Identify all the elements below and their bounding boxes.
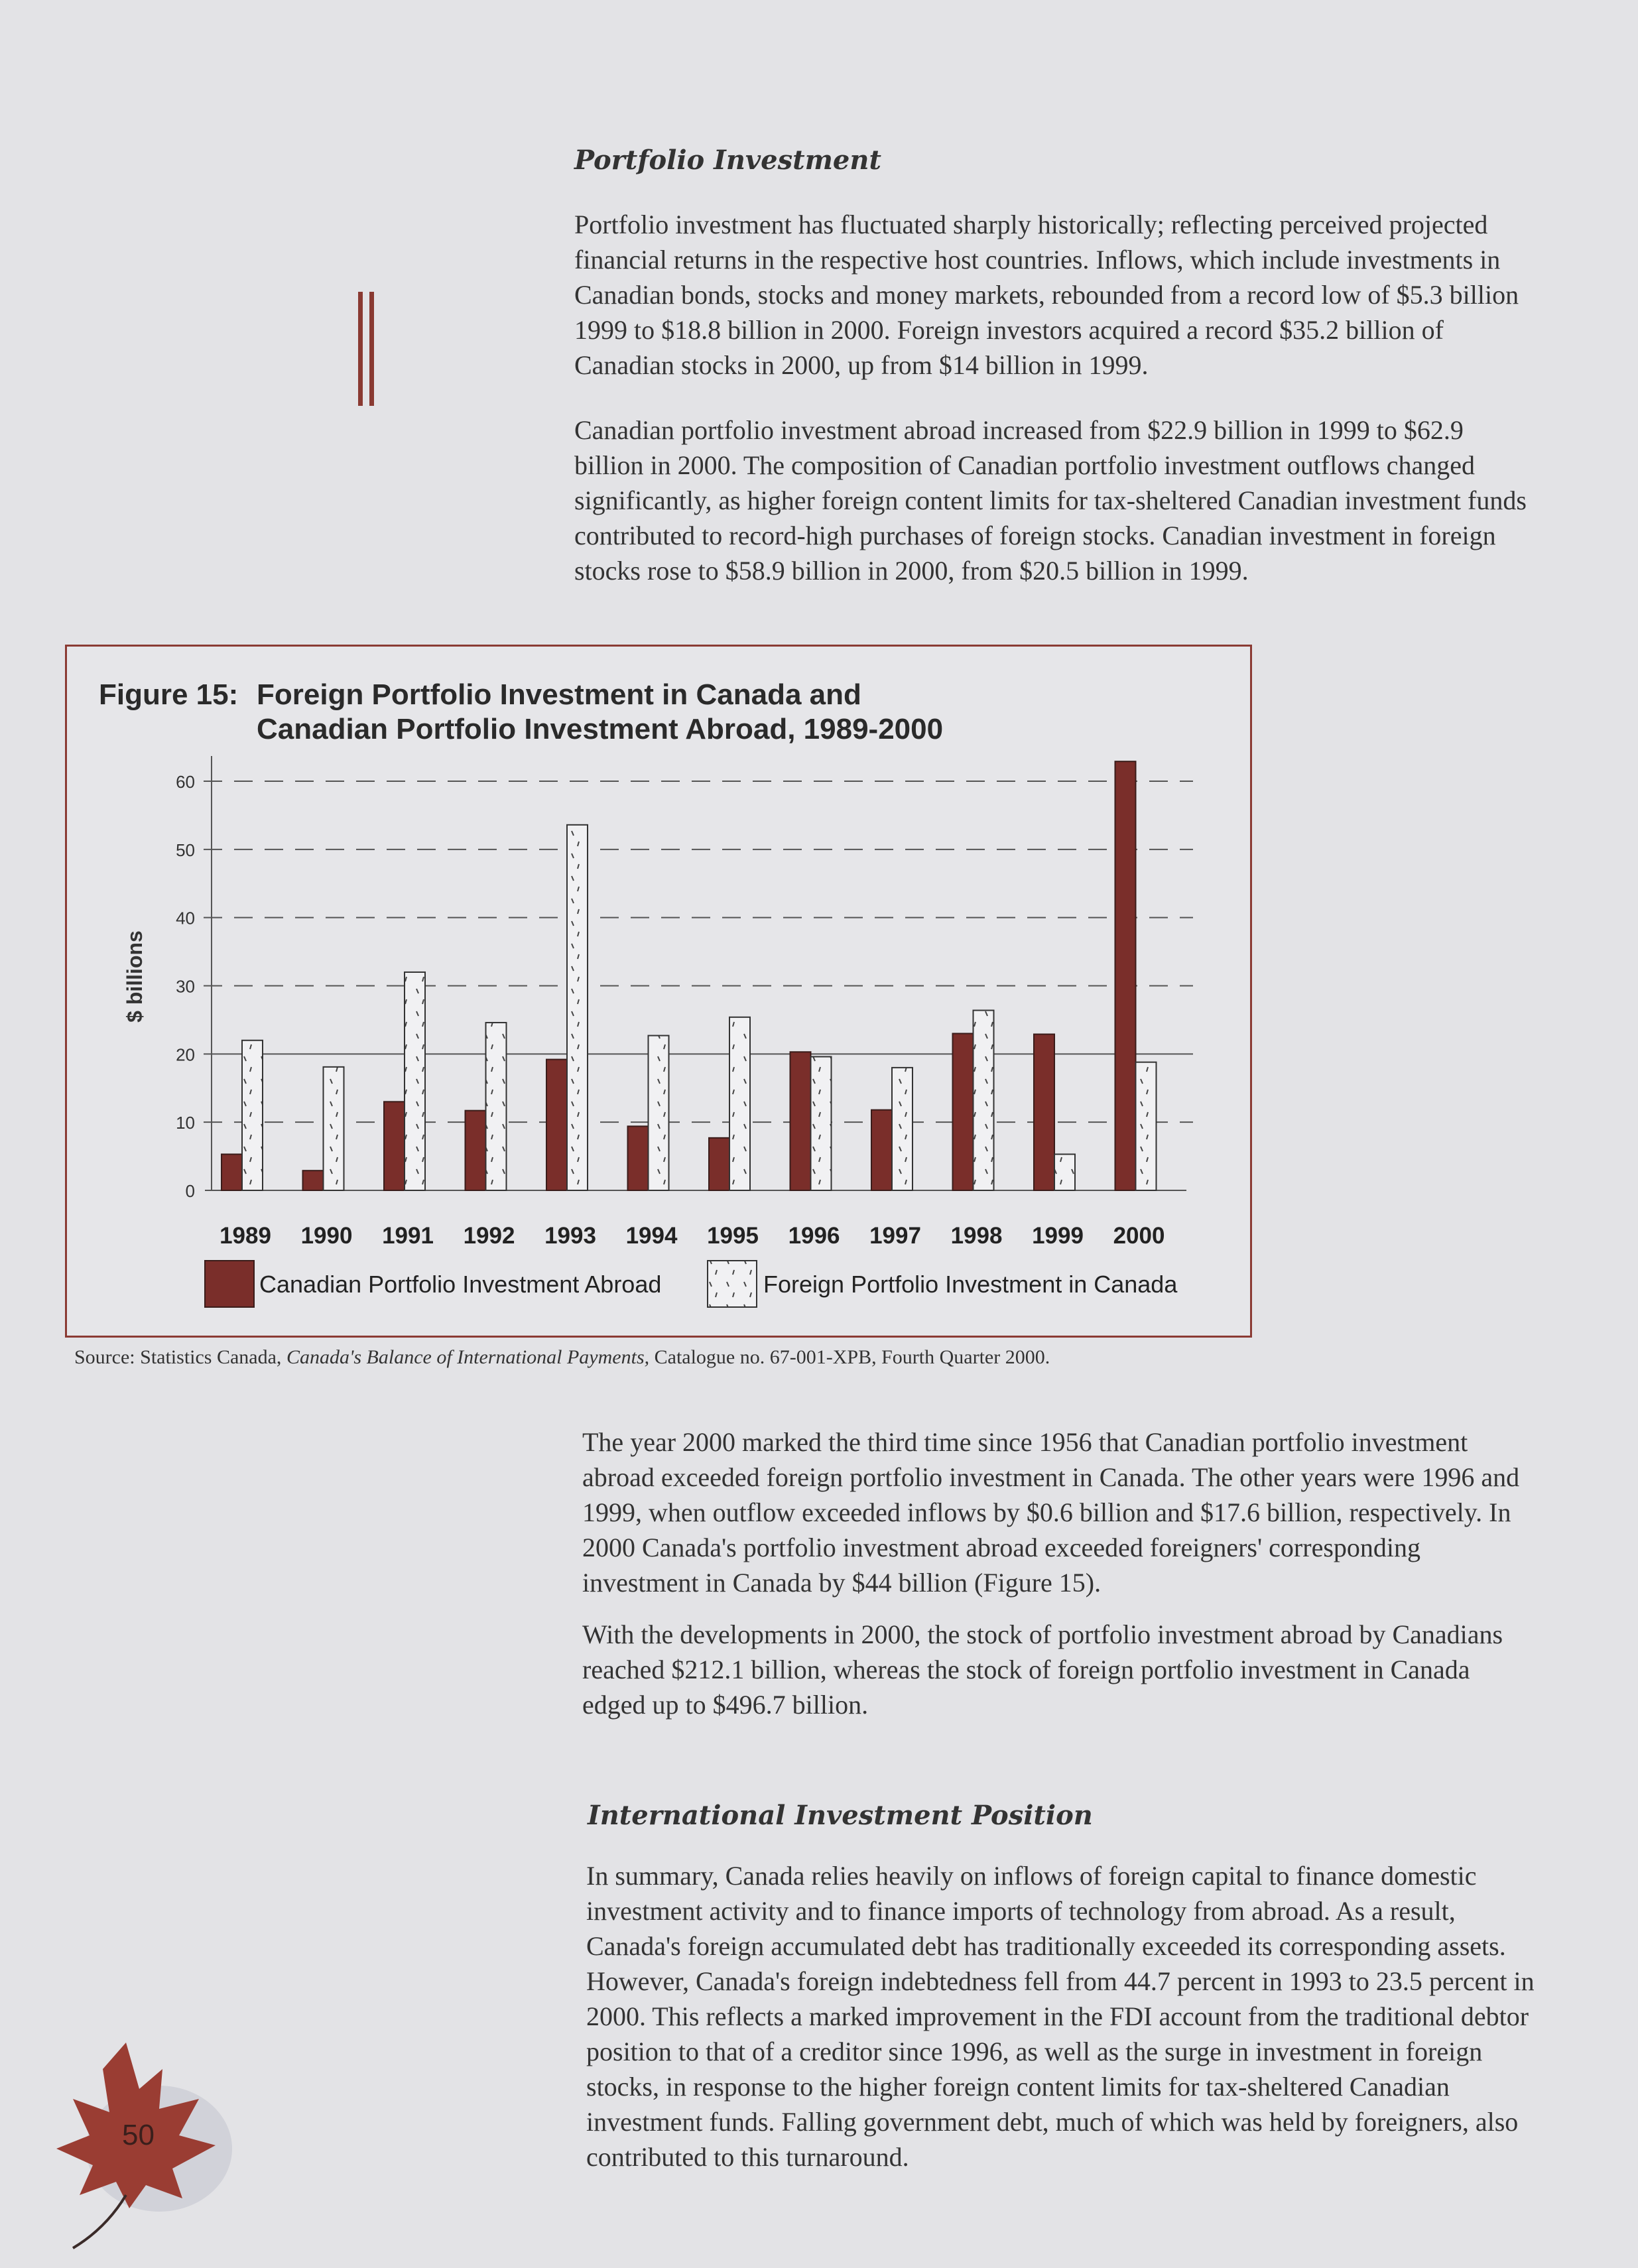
x-tick-label: 1991 xyxy=(382,1223,434,1249)
x-tick-label: 1992 xyxy=(463,1223,515,1249)
x-tick-label: 1994 xyxy=(625,1223,678,1249)
page-number: 50 xyxy=(122,2119,155,2151)
bar-canadian-abroad xyxy=(628,1126,649,1190)
bar-foreign-in-canada xyxy=(1136,1062,1157,1190)
section-heading-portfolio: Portfolio Investment xyxy=(574,145,881,176)
bar-foreign-in-canada xyxy=(892,1068,913,1190)
bar-foreign-in-canada xyxy=(974,1011,994,1190)
bar-foreign-in-canada xyxy=(567,825,588,1190)
legend-label-abroad: Canadian Portfolio Investment Abroad xyxy=(259,1271,662,1298)
x-tick-label: 1989 xyxy=(220,1223,271,1249)
bar-canadian-abroad xyxy=(1034,1035,1054,1190)
margin-rule xyxy=(369,292,374,406)
bar-canadian-abroad xyxy=(790,1052,811,1190)
x-tick-label: 1990 xyxy=(300,1223,353,1249)
paragraph: With the developments in 2000, the stock of portfolio investment abroad by Canadians reached $212.1 billion, whereas the stock of foreign portfolio investment in Canada edged up to $496.7 billion. xyxy=(582,1619,1503,1720)
bar-canadian-abroad xyxy=(953,1033,974,1190)
x-tick-label: 1993 xyxy=(544,1223,596,1249)
x-tick-label: 1996 xyxy=(788,1223,840,1249)
margin-rule xyxy=(358,292,363,406)
figure-label: Figure 15: xyxy=(99,678,239,711)
y-axis-title: $ billions xyxy=(123,930,147,1023)
bar-canadian-abroad xyxy=(709,1138,729,1190)
bar-canadian-abroad xyxy=(1115,761,1136,1190)
figure-title-line1: Foreign Portfolio Investment in Canada and xyxy=(257,678,861,711)
y-tick-label: 30 xyxy=(176,976,195,997)
figure-source xyxy=(74,1346,1050,1369)
bar-canadian-abroad xyxy=(546,1060,567,1190)
bar-foreign-in-canada xyxy=(1054,1154,1075,1190)
source-prefix: Source: Statistics Canada, xyxy=(74,1346,286,1368)
paragraph: Canadian portfolio investment abroad increased from $22.9 billion in 1999 to $62.9 billion in 2000. The composition of Canadian portfolio investment outflows changed significantly, as higher foreign content limits for tax-sheltered Canadian investment funds contributed to record-high purchases of foreign stocks. Canadian investment in foreign stocks rose to $58.9 billion in 2000, from $20.5 billion in 1999. xyxy=(574,415,1527,586)
y-tick-label: 0 xyxy=(185,1181,195,1201)
y-tick-label: 50 xyxy=(176,840,195,860)
paragraph: In summary, Canada relies heavily on inflows of foreign capital to finance domestic investment activity and to finance imports of technology from abroad. As a result, Canada's foreign accumulated debt has traditionally exceeded its corresponding assets. However, Canada's foreign indebtedness fell from 44.7 percent in 1993 to 23.5 percent in 2000. This reflects a marked improvement in the FDI account from the traditional debtor position to that of a creditor since 1996, as well as the surge in investment in foreign stocks, in response to the higher foreign content limits for tax-sheltered Canadian investment funds. Falling government debt, much of which was held by foreigners, also contributed to this turnaround. xyxy=(586,1861,1535,2172)
bar-foreign-in-canada xyxy=(324,1067,344,1190)
legend-swatch-abroad xyxy=(205,1261,254,1307)
bar-canadian-abroad xyxy=(871,1110,892,1190)
bar-chart xyxy=(67,647,1250,1336)
figure-title-line2: Canadian Portfolio Investment Abroad, 1989-2000 xyxy=(257,713,944,745)
source-publication: Canada's Balance of International Payments, xyxy=(286,1346,650,1368)
x-tick-label: 1995 xyxy=(707,1223,759,1249)
legend-swatch-foreign xyxy=(708,1261,757,1307)
section-heading-international: International Investment Position xyxy=(588,1800,1093,1831)
y-tick-label: 60 xyxy=(176,772,195,792)
y-tick-label: 10 xyxy=(176,1113,195,1133)
x-tick-label: 1997 xyxy=(869,1223,921,1249)
paragraph: The year 2000 marked the third time since 1956 that Canadian portfolio investment abroad exceeded foreign portfolio investment in Canada. The other years were 1996 and 1999, when outflow exceeded inflows by $0.6 billion and $17.6 billion, respectively. In 2000 Canada's portfolio investment abroad exceeded foreigners' corresponding investment in Canada by $44 billion (Figure 15). xyxy=(582,1427,1520,1598)
y-tick-label: 40 xyxy=(176,908,195,928)
bar-canadian-abroad xyxy=(466,1111,486,1190)
x-tick-label: 1998 xyxy=(950,1223,1003,1249)
source-suffix: Catalogue no. 67-001-XPB, Fourth Quarter 2000. xyxy=(649,1346,1050,1368)
bar-foreign-in-canada xyxy=(242,1040,263,1190)
bar-foreign-in-canada xyxy=(405,972,425,1190)
bar-foreign-in-canada xyxy=(811,1056,832,1190)
bar-canadian-abroad xyxy=(221,1154,242,1190)
bar-foreign-in-canada xyxy=(649,1036,669,1190)
y-tick-label: 20 xyxy=(176,1044,195,1065)
legend-label-foreign: Foreign Portfolio Investment in Canada xyxy=(763,1271,1178,1298)
paragraph: Portfolio investment has fluctuated sharply historically; reflecting perceived projected financial returns in the respective host countries. Inflows, which include investments in Canadian bonds, stocks and money markets, rebounded from a record low of $5.3 billion 1999 to $18.8 billion in 2000. Foreign investors acquired a record $35.2 billion of Canadian stocks in 2000, up from $14 billion in 1999. xyxy=(574,210,1519,380)
bar-canadian-abroad xyxy=(303,1170,324,1190)
figure-box xyxy=(65,645,1252,1338)
x-tick-label: 1999 xyxy=(1032,1223,1084,1249)
bar-foreign-in-canada xyxy=(486,1023,507,1190)
x-tick-label: 2000 xyxy=(1113,1223,1165,1249)
bar-canadian-abroad xyxy=(384,1102,405,1190)
bar-foreign-in-canada xyxy=(729,1017,750,1190)
